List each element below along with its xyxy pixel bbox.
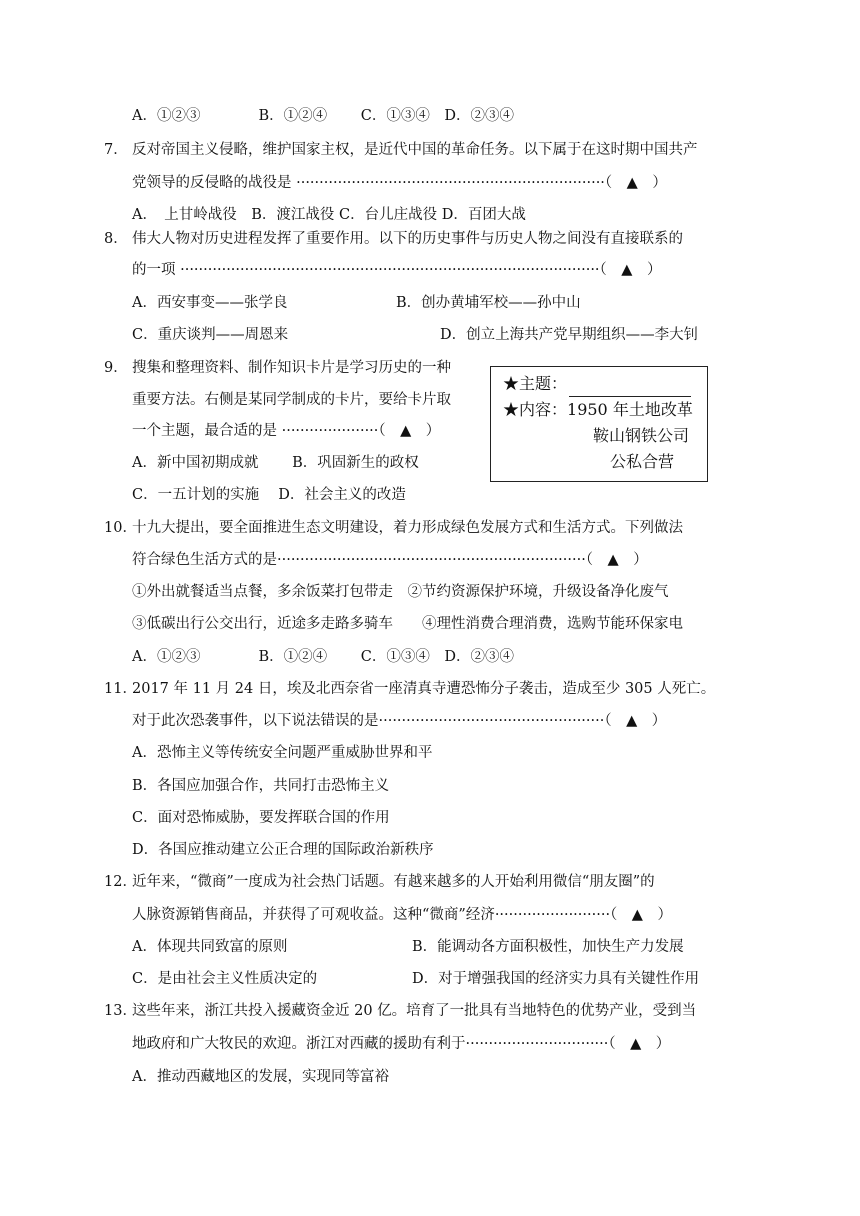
question-stem: 搜集和整理资料、制作知识卡片是学习历史的一种	[132, 360, 451, 376]
question-13	[104, 1001, 696, 1021]
question-11	[104, 679, 715, 699]
option-a: A．推动西藏地区的发展，实现同等富裕	[132, 1069, 389, 1085]
question-number: 7．	[104, 142, 128, 158]
card-item: 鞍山钢铁公司	[593, 426, 690, 445]
option-b: B．能调动各方面积极性，加快生产力发展	[412, 939, 684, 955]
q9-options-ab: A．新中国初期成就 B．巩固新生的政权	[132, 455, 419, 471]
option-d: D．创立上海共产党早期组织——李大钊	[440, 327, 699, 343]
option-a: A．恐怖主义等传统安全问题严重威胁世界和平	[132, 745, 433, 761]
card-content-row	[503, 397, 707, 423]
question-stem-cont: 人脉资源销售商品，并获得了可观收益。这种“微商”经济·························（ ▲ ）	[132, 907, 672, 923]
option-a: A．体现共同致富的原则	[132, 939, 288, 955]
question-stem-cont: 的一项 ···························································································（ ▲ ）	[132, 262, 662, 278]
q10-options: A．①②③ B．①②④ C．①③④ D．②③④	[132, 649, 514, 665]
statement-row: ①外出就餐适当点餐，多余饭菜打包带走 ②节约资源保护环境，升级设备净化废气	[132, 584, 669, 600]
question-stem-cont: 重要方法。右侧是某同学制成的卡片，要给卡片取	[132, 392, 451, 408]
card-item: 公私合营	[610, 452, 675, 471]
option-d: D．各国应推动建立公正合理的国际政治新秩序	[132, 842, 434, 858]
question-stem-cont: 一个主题，最合适的是 ·····················（ ▲ ）	[132, 423, 441, 439]
q6-options: A．①②③ B．①②④ C．①③④ D．②③④	[132, 108, 514, 124]
option-b: B．各国应加强合作，共同打击恐怖主义	[132, 778, 390, 794]
card-topic-blank	[569, 380, 691, 397]
question-number: 13．	[104, 1003, 137, 1019]
option-d: D．对于增强我国的经济实力具有关键性作用	[412, 971, 700, 987]
option-a: A．西安事变——张学良	[132, 295, 288, 311]
option-b: B．创办黄埔军校——孙中山	[396, 295, 581, 311]
question-stem-cont: 对于此次恐袭事件，以下说法错误的是·················································（ ▲ ）	[132, 713, 667, 729]
q7-options: A． 上甘岭战役 B．渡江战役 C．台儿庄战役 D．百团大战	[132, 207, 526, 223]
question-stem-cont: 地政府和广大牧民的欢迎。浙江对西藏的援助有利于·······························（ ▲ ）	[132, 1036, 671, 1052]
question-10	[104, 518, 683, 538]
option-c: C．面对恐怖威胁，要发挥联合国的作用	[132, 810, 390, 826]
option-c: C．重庆谈判——周恩来	[132, 327, 289, 343]
question-stem: 伟大人物对历史进程发挥了重要作用。以下的历史事件与历史人物之间没有直接联系的	[132, 231, 683, 247]
question-stem-cont: 符合绿色生活方式的是···································································（ ▲ ）	[132, 552, 648, 568]
question-9	[104, 358, 451, 378]
option-c: C．是由社会主义性质决定的	[132, 971, 318, 987]
card-item: 1950 年土地改革	[567, 400, 693, 419]
question-stem: 2017 年 11 月 24 日，埃及北西奈省一座清真寺遭恐怖分子袭击，造成至少 305 人死亡。	[132, 681, 716, 697]
question-number: 8．	[104, 231, 128, 247]
card-topic-row	[503, 371, 707, 397]
question-7	[104, 140, 698, 160]
statement-row: ③低碳出行公交出行，近途多走路多骑车 ④理性消费合理消费，选购节能环保家电	[132, 616, 683, 632]
question-8	[104, 229, 683, 249]
q9-options-cd: C．一五计划的实施 D．社会主义的改造	[132, 487, 406, 503]
question-12	[104, 872, 655, 892]
question-stem: 反对帝国主义侵略，维护国家主权，是近代中国的革命任务。以下属于在这时期中国共产	[132, 142, 698, 158]
question-number: 12．	[104, 874, 137, 890]
question-number: 9．	[104, 360, 128, 376]
question-stem: 近年来，“微商”一度成为社会热门话题。有越来越多的人开始利用微信“朋友圈”的	[132, 874, 655, 890]
card-content-label: ★内容：	[503, 400, 568, 419]
card-topic-label: ★主题：	[503, 374, 568, 393]
question-number: 11．	[104, 681, 137, 697]
question-stem-cont: 党领导的反侵略的战役是 ···································································（ ▲ ）	[132, 175, 667, 191]
question-stem: 十九大提出，要全面推进生态文明建设，着力形成绿色发展方式和生活方式。下列做法	[132, 520, 683, 536]
knowledge-card	[490, 366, 708, 482]
question-number: 10．	[104, 520, 137, 536]
question-stem: 这些年来，浙江共投入援藏资金近 20 亿。培育了一批具有当地特色的优势产业，受到当	[132, 1003, 697, 1019]
